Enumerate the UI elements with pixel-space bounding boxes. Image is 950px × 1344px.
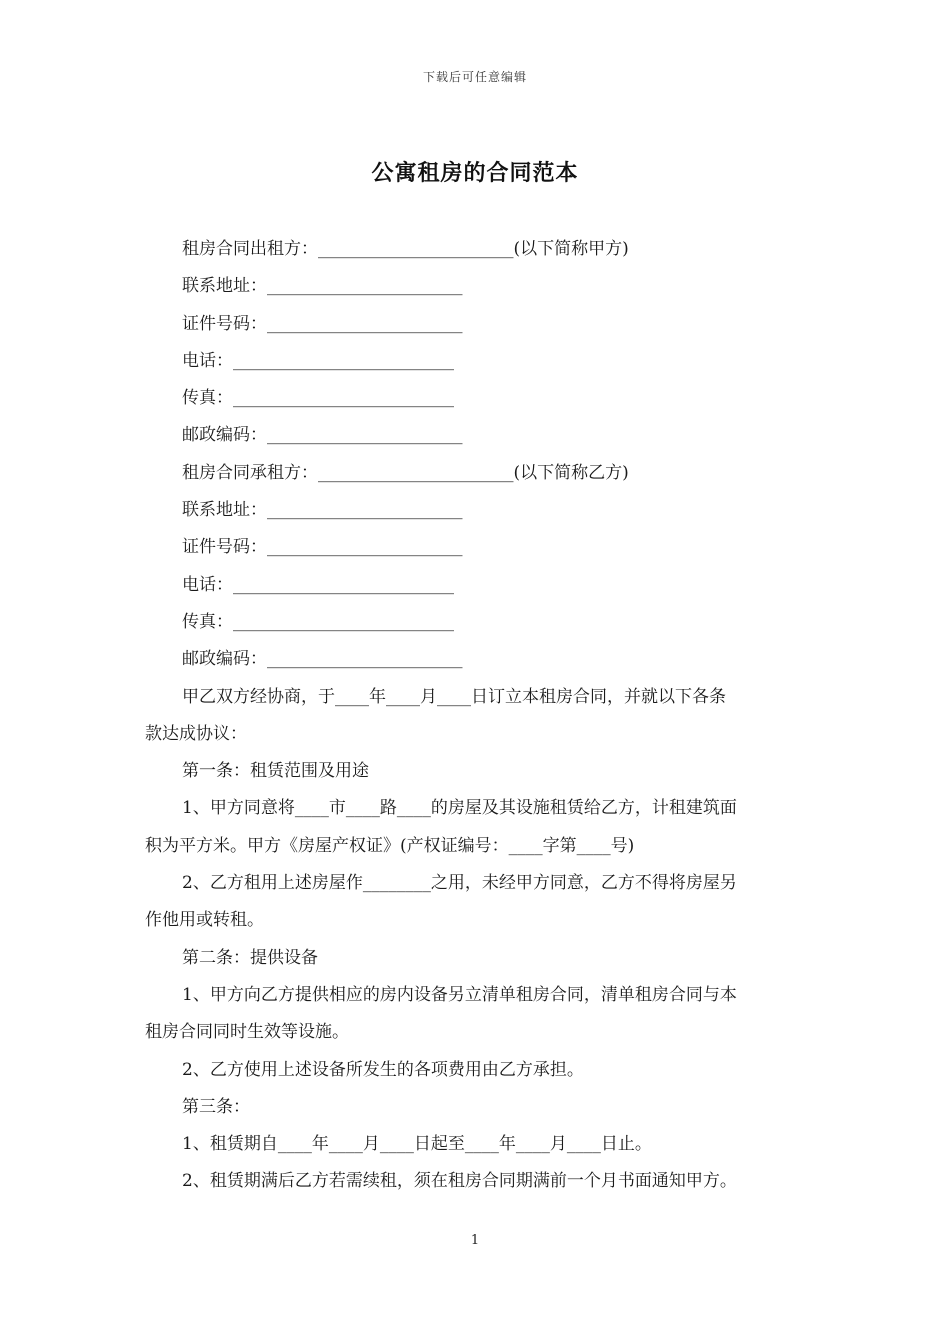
- document-line: 证件号码：_______________________: [182, 537, 463, 558]
- document-line: 传真：__________________________: [182, 611, 454, 632]
- document-line: 第三条：: [182, 1096, 250, 1117]
- document-line: 2、租赁期满后乙方若需续租，须在租房合同期满前一个月书面通知甲方。: [182, 1171, 737, 1192]
- document-line: 2、乙方租用上述房屋作________之用，未经甲方同意，乙方不得将房屋另: [182, 873, 737, 894]
- document-line: 邮政编码：_______________________: [182, 649, 463, 670]
- document-line: 1、甲方同意将____市____路____的房屋及其设施租赁给乙方，计租建筑面: [182, 798, 737, 819]
- document-line: 电话：__________________________: [182, 350, 454, 371]
- document-line: 传真：__________________________: [182, 388, 454, 409]
- document-line: 租房合同出租方：_______________________(以下简称甲方): [182, 239, 629, 259]
- header-note: 下载后可任意编辑: [422, 70, 527, 84]
- document-line: 甲乙双方经协商，于____年____月____日订立本租房合同，并就以下各条: [182, 686, 726, 707]
- document-line: 证件号码：_______________________: [182, 313, 463, 334]
- document-line: 1、甲方向乙方提供相应的房内设备另立清单租房合同，清单租房合同与本: [182, 984, 737, 1005]
- document-line: 第一条：租赁范围及用途: [182, 761, 369, 782]
- document-line: 款达成协议：: [145, 723, 247, 744]
- document-line: 第二条：提供设备: [182, 947, 318, 968]
- document-line: 邮政编码：_______________________: [182, 425, 463, 446]
- document-line: 联系地址：_______________________: [182, 276, 463, 297]
- document-line: 联系地址：_______________________: [182, 500, 463, 521]
- document-line: 积为平方米。甲方《房屋产权证》(产权证编号：____字第____号): [145, 835, 635, 856]
- document-line: 租房合同同时生效等设施。: [145, 1022, 349, 1043]
- document-line: 作他用或转租。: [145, 910, 264, 931]
- document-title: 公寓租房的合同范本: [371, 160, 579, 186]
- page-number: 1: [470, 1233, 480, 1248]
- document-line: 租房合同承租方：_______________________(以下简称乙方): [182, 462, 629, 483]
- document-line: 2、乙方使用上述设备所发生的各项费用由乙方承担。: [182, 1059, 584, 1080]
- document-line: 1、租赁期自____年____月____日起至____年____月____日止。: [182, 1134, 652, 1155]
- document-line: 电话：__________________________: [182, 574, 454, 595]
- document-body: [145, 231, 809, 1201]
